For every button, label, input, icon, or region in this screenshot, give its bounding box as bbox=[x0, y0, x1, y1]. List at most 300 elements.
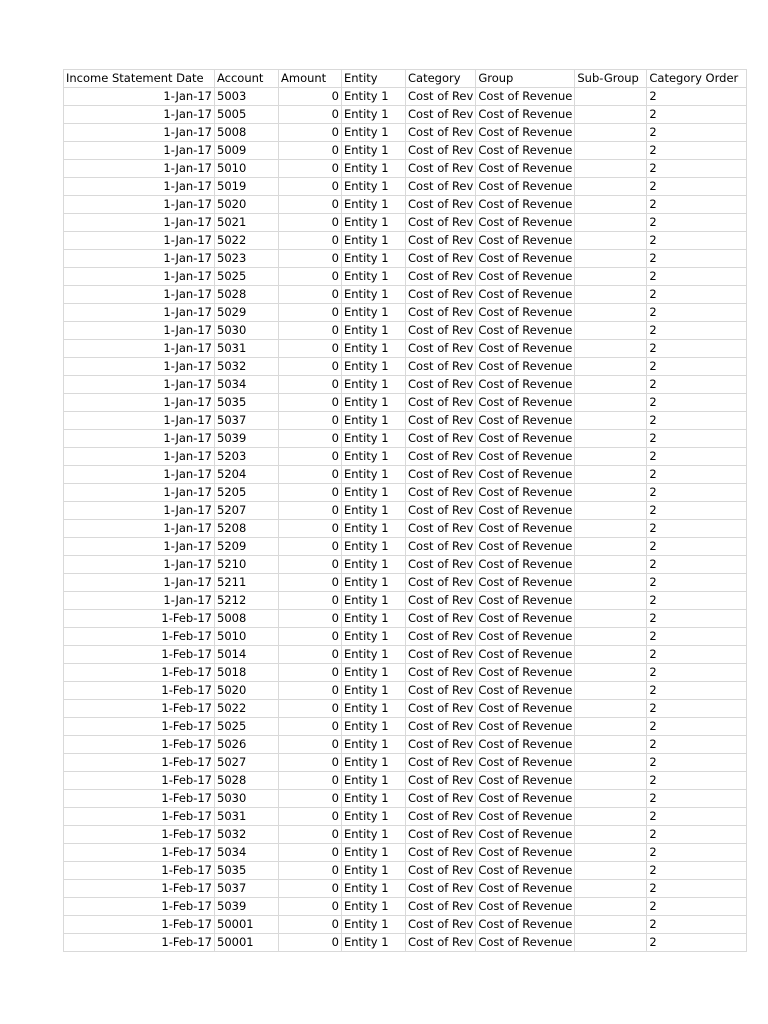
sub-group-cell[interactable] bbox=[575, 376, 647, 394]
amount-cell[interactable]: 0 bbox=[279, 592, 342, 610]
amount-cell[interactable]: 0 bbox=[279, 736, 342, 754]
amount-cell[interactable]: 0 bbox=[279, 448, 342, 466]
sub-group-cell[interactable] bbox=[575, 790, 647, 808]
account-cell[interactable]: 5019 bbox=[215, 178, 279, 196]
date-cell[interactable]: 1-Jan-17 bbox=[64, 592, 215, 610]
amount-cell[interactable]: 0 bbox=[279, 754, 342, 772]
category-cell[interactable]: Cost of Rev bbox=[406, 520, 476, 538]
category-cell[interactable]: Cost of Rev bbox=[406, 880, 476, 898]
entity-cell[interactable]: Entity 1 bbox=[342, 160, 406, 178]
sub-group-cell[interactable] bbox=[575, 196, 647, 214]
entity-cell[interactable]: Entity 1 bbox=[342, 754, 406, 772]
header-cell-group[interactable]: Group bbox=[476, 70, 575, 88]
amount-cell[interactable]: 0 bbox=[279, 178, 342, 196]
category-order-cell[interactable]: 2 bbox=[647, 790, 747, 808]
header-cell-category-order[interactable]: Category Order bbox=[647, 70, 747, 88]
sub-group-cell[interactable] bbox=[575, 268, 647, 286]
category-cell[interactable]: Cost of Rev bbox=[406, 862, 476, 880]
group-cell[interactable]: Cost of Revenue bbox=[476, 736, 575, 754]
category-cell[interactable]: Cost of Rev bbox=[406, 538, 476, 556]
category-cell[interactable]: Cost of Rev bbox=[406, 610, 476, 628]
sub-group-cell[interactable] bbox=[575, 664, 647, 682]
sub-group-cell[interactable] bbox=[575, 304, 647, 322]
account-cell[interactable]: 5204 bbox=[215, 466, 279, 484]
category-cell[interactable]: Cost of Rev bbox=[406, 304, 476, 322]
date-cell[interactable]: 1-Feb-17 bbox=[64, 682, 215, 700]
group-cell[interactable]: Cost of Revenue bbox=[476, 790, 575, 808]
date-cell[interactable]: 1-Jan-17 bbox=[64, 88, 215, 106]
group-cell[interactable]: Cost of Revenue bbox=[476, 376, 575, 394]
sub-group-cell[interactable] bbox=[575, 772, 647, 790]
date-cell[interactable]: 1-Feb-17 bbox=[64, 664, 215, 682]
category-cell[interactable]: Cost of Rev bbox=[406, 808, 476, 826]
entity-cell[interactable]: Entity 1 bbox=[342, 592, 406, 610]
account-cell[interactable]: 5023 bbox=[215, 250, 279, 268]
category-order-cell[interactable]: 2 bbox=[647, 574, 747, 592]
category-order-cell[interactable]: 2 bbox=[647, 520, 747, 538]
group-cell[interactable]: Cost of Revenue bbox=[476, 592, 575, 610]
date-cell[interactable]: 1-Feb-17 bbox=[64, 880, 215, 898]
account-cell[interactable]: 5211 bbox=[215, 574, 279, 592]
category-order-cell[interactable]: 2 bbox=[647, 394, 747, 412]
entity-cell[interactable]: Entity 1 bbox=[342, 412, 406, 430]
account-cell[interactable]: 5030 bbox=[215, 322, 279, 340]
account-cell[interactable]: 5207 bbox=[215, 502, 279, 520]
group-cell[interactable]: Cost of Revenue bbox=[476, 664, 575, 682]
group-cell[interactable]: Cost of Revenue bbox=[476, 196, 575, 214]
group-cell[interactable]: Cost of Revenue bbox=[476, 250, 575, 268]
category-cell[interactable]: Cost of Rev bbox=[406, 556, 476, 574]
account-cell[interactable]: 5039 bbox=[215, 430, 279, 448]
account-cell[interactable]: 5025 bbox=[215, 718, 279, 736]
group-cell[interactable]: Cost of Revenue bbox=[476, 556, 575, 574]
sub-group-cell[interactable] bbox=[575, 466, 647, 484]
entity-cell[interactable]: Entity 1 bbox=[342, 484, 406, 502]
category-order-cell[interactable]: 2 bbox=[647, 142, 747, 160]
group-cell[interactable]: Cost of Revenue bbox=[476, 754, 575, 772]
sub-group-cell[interactable] bbox=[575, 178, 647, 196]
date-cell[interactable]: 1-Jan-17 bbox=[64, 142, 215, 160]
date-cell[interactable]: 1-Jan-17 bbox=[64, 322, 215, 340]
date-cell[interactable]: 1-Jan-17 bbox=[64, 448, 215, 466]
entity-cell[interactable]: Entity 1 bbox=[342, 700, 406, 718]
date-cell[interactable]: 1-Jan-17 bbox=[64, 340, 215, 358]
amount-cell[interactable]: 0 bbox=[279, 808, 342, 826]
category-order-cell[interactable]: 2 bbox=[647, 664, 747, 682]
sub-group-cell[interactable] bbox=[575, 124, 647, 142]
account-cell[interactable]: 5021 bbox=[215, 214, 279, 232]
category-cell[interactable]: Cost of Rev bbox=[406, 142, 476, 160]
account-cell[interactable]: 5014 bbox=[215, 646, 279, 664]
sub-group-cell[interactable] bbox=[575, 556, 647, 574]
account-cell[interactable]: 5008 bbox=[215, 124, 279, 142]
category-cell[interactable]: Cost of Rev bbox=[406, 178, 476, 196]
sub-group-cell[interactable] bbox=[575, 340, 647, 358]
account-cell[interactable]: 5205 bbox=[215, 484, 279, 502]
category-order-cell[interactable]: 2 bbox=[647, 340, 747, 358]
category-order-cell[interactable]: 2 bbox=[647, 862, 747, 880]
category-cell[interactable]: Cost of Rev bbox=[406, 250, 476, 268]
account-cell[interactable]: 5008 bbox=[215, 610, 279, 628]
entity-cell[interactable]: Entity 1 bbox=[342, 808, 406, 826]
group-cell[interactable]: Cost of Revenue bbox=[476, 322, 575, 340]
date-cell[interactable]: 1-Jan-17 bbox=[64, 304, 215, 322]
account-cell[interactable]: 5020 bbox=[215, 196, 279, 214]
group-cell[interactable]: Cost of Revenue bbox=[476, 430, 575, 448]
entity-cell[interactable]: Entity 1 bbox=[342, 502, 406, 520]
entity-cell[interactable]: Entity 1 bbox=[342, 376, 406, 394]
category-order-cell[interactable]: 2 bbox=[647, 250, 747, 268]
category-order-cell[interactable]: 2 bbox=[647, 412, 747, 430]
category-cell[interactable]: Cost of Rev bbox=[406, 448, 476, 466]
entity-cell[interactable]: Entity 1 bbox=[342, 736, 406, 754]
sub-group-cell[interactable] bbox=[575, 232, 647, 250]
sub-group-cell[interactable] bbox=[575, 898, 647, 916]
category-order-cell[interactable]: 2 bbox=[647, 844, 747, 862]
amount-cell[interactable]: 0 bbox=[279, 142, 342, 160]
amount-cell[interactable]: 0 bbox=[279, 412, 342, 430]
account-cell[interactable]: 5212 bbox=[215, 592, 279, 610]
amount-cell[interactable]: 0 bbox=[279, 124, 342, 142]
account-cell[interactable]: 5026 bbox=[215, 736, 279, 754]
date-cell[interactable]: 1-Jan-17 bbox=[64, 484, 215, 502]
sub-group-cell[interactable] bbox=[575, 358, 647, 376]
group-cell[interactable]: Cost of Revenue bbox=[476, 808, 575, 826]
amount-cell[interactable]: 0 bbox=[279, 358, 342, 376]
account-cell[interactable]: 5030 bbox=[215, 790, 279, 808]
entity-cell[interactable]: Entity 1 bbox=[342, 556, 406, 574]
entity-cell[interactable]: Entity 1 bbox=[342, 718, 406, 736]
date-cell[interactable]: 1-Jan-17 bbox=[64, 520, 215, 538]
category-cell[interactable]: Cost of Rev bbox=[406, 826, 476, 844]
date-cell[interactable]: 1-Jan-17 bbox=[64, 178, 215, 196]
entity-cell[interactable]: Entity 1 bbox=[342, 682, 406, 700]
group-cell[interactable]: Cost of Revenue bbox=[476, 520, 575, 538]
account-cell[interactable]: 50001 bbox=[215, 934, 279, 952]
sub-group-cell[interactable] bbox=[575, 88, 647, 106]
category-cell[interactable]: Cost of Rev bbox=[406, 934, 476, 952]
category-order-cell[interactable]: 2 bbox=[647, 466, 747, 484]
amount-cell[interactable]: 0 bbox=[279, 502, 342, 520]
entity-cell[interactable]: Entity 1 bbox=[342, 934, 406, 952]
sub-group-cell[interactable] bbox=[575, 808, 647, 826]
sub-group-cell[interactable] bbox=[575, 844, 647, 862]
amount-cell[interactable]: 0 bbox=[279, 232, 342, 250]
entity-cell[interactable]: Entity 1 bbox=[342, 574, 406, 592]
group-cell[interactable]: Cost of Revenue bbox=[476, 448, 575, 466]
group-cell[interactable]: Cost of Revenue bbox=[476, 178, 575, 196]
sub-group-cell[interactable] bbox=[575, 538, 647, 556]
sub-group-cell[interactable] bbox=[575, 700, 647, 718]
group-cell[interactable]: Cost of Revenue bbox=[476, 772, 575, 790]
group-cell[interactable]: Cost of Revenue bbox=[476, 412, 575, 430]
amount-cell[interactable]: 0 bbox=[279, 286, 342, 304]
amount-cell[interactable]: 0 bbox=[279, 682, 342, 700]
sub-group-cell[interactable] bbox=[575, 520, 647, 538]
category-order-cell[interactable]: 2 bbox=[647, 682, 747, 700]
entity-cell[interactable]: Entity 1 bbox=[342, 448, 406, 466]
category-cell[interactable]: Cost of Rev bbox=[406, 574, 476, 592]
category-order-cell[interactable]: 2 bbox=[647, 304, 747, 322]
category-cell[interactable]: Cost of Rev bbox=[406, 700, 476, 718]
amount-cell[interactable]: 0 bbox=[279, 106, 342, 124]
account-cell[interactable]: 5003 bbox=[215, 88, 279, 106]
category-order-cell[interactable]: 2 bbox=[647, 358, 747, 376]
sub-group-cell[interactable] bbox=[575, 610, 647, 628]
account-cell[interactable]: 5005 bbox=[215, 106, 279, 124]
date-cell[interactable]: 1-Feb-17 bbox=[64, 700, 215, 718]
amount-cell[interactable]: 0 bbox=[279, 610, 342, 628]
category-order-cell[interactable]: 2 bbox=[647, 232, 747, 250]
account-cell[interactable]: 5022 bbox=[215, 700, 279, 718]
date-cell[interactable]: 1-Jan-17 bbox=[64, 106, 215, 124]
date-cell[interactable]: 1-Feb-17 bbox=[64, 844, 215, 862]
account-cell[interactable]: 5210 bbox=[215, 556, 279, 574]
category-cell[interactable]: Cost of Rev bbox=[406, 358, 476, 376]
group-cell[interactable]: Cost of Revenue bbox=[476, 286, 575, 304]
sub-group-cell[interactable] bbox=[575, 412, 647, 430]
date-cell[interactable]: 1-Jan-17 bbox=[64, 250, 215, 268]
category-order-cell[interactable]: 2 bbox=[647, 430, 747, 448]
sub-group-cell[interactable] bbox=[575, 106, 647, 124]
sub-group-cell[interactable] bbox=[575, 862, 647, 880]
entity-cell[interactable]: Entity 1 bbox=[342, 358, 406, 376]
header-cell-amount[interactable]: Amount bbox=[279, 70, 342, 88]
sub-group-cell[interactable] bbox=[575, 916, 647, 934]
sub-group-cell[interactable] bbox=[575, 754, 647, 772]
sub-group-cell[interactable] bbox=[575, 718, 647, 736]
account-cell[interactable]: 5034 bbox=[215, 376, 279, 394]
entity-cell[interactable]: Entity 1 bbox=[342, 268, 406, 286]
sub-group-cell[interactable] bbox=[575, 430, 647, 448]
date-cell[interactable]: 1-Feb-17 bbox=[64, 862, 215, 880]
account-cell[interactable]: 5208 bbox=[215, 520, 279, 538]
header-cell-income-statement-date[interactable]: Income Statement Date bbox=[64, 70, 215, 88]
account-cell[interactable]: 5025 bbox=[215, 268, 279, 286]
amount-cell[interactable]: 0 bbox=[279, 916, 342, 934]
category-order-cell[interactable]: 2 bbox=[647, 484, 747, 502]
date-cell[interactable]: 1-Jan-17 bbox=[64, 466, 215, 484]
category-order-cell[interactable]: 2 bbox=[647, 322, 747, 340]
group-cell[interactable]: Cost of Revenue bbox=[476, 484, 575, 502]
account-cell[interactable]: 5018 bbox=[215, 664, 279, 682]
entity-cell[interactable]: Entity 1 bbox=[342, 520, 406, 538]
date-cell[interactable]: 1-Jan-17 bbox=[64, 412, 215, 430]
amount-cell[interactable]: 0 bbox=[279, 772, 342, 790]
amount-cell[interactable]: 0 bbox=[279, 718, 342, 736]
category-order-cell[interactable]: 2 bbox=[647, 880, 747, 898]
date-cell[interactable]: 1-Feb-17 bbox=[64, 718, 215, 736]
category-order-cell[interactable]: 2 bbox=[647, 808, 747, 826]
category-cell[interactable]: Cost of Rev bbox=[406, 682, 476, 700]
entity-cell[interactable]: Entity 1 bbox=[342, 664, 406, 682]
header-cell-sub-group[interactable]: Sub-Group bbox=[575, 70, 647, 88]
category-cell[interactable]: Cost of Rev bbox=[406, 124, 476, 142]
category-cell[interactable]: Cost of Rev bbox=[406, 88, 476, 106]
group-cell[interactable]: Cost of Revenue bbox=[476, 682, 575, 700]
account-cell[interactable]: 5037 bbox=[215, 880, 279, 898]
account-cell[interactable]: 5032 bbox=[215, 358, 279, 376]
entity-cell[interactable]: Entity 1 bbox=[342, 214, 406, 232]
date-cell[interactable]: 1-Feb-17 bbox=[64, 898, 215, 916]
group-cell[interactable]: Cost of Revenue bbox=[476, 358, 575, 376]
category-cell[interactable]: Cost of Rev bbox=[406, 430, 476, 448]
date-cell[interactable]: 1-Feb-17 bbox=[64, 610, 215, 628]
amount-cell[interactable]: 0 bbox=[279, 574, 342, 592]
entity-cell[interactable]: Entity 1 bbox=[342, 862, 406, 880]
entity-cell[interactable]: Entity 1 bbox=[342, 178, 406, 196]
entity-cell[interactable]: Entity 1 bbox=[342, 286, 406, 304]
category-cell[interactable]: Cost of Rev bbox=[406, 484, 476, 502]
amount-cell[interactable]: 0 bbox=[279, 250, 342, 268]
category-cell[interactable]: Cost of Rev bbox=[406, 646, 476, 664]
amount-cell[interactable]: 0 bbox=[279, 196, 342, 214]
account-cell[interactable]: 5022 bbox=[215, 232, 279, 250]
group-cell[interactable]: Cost of Revenue bbox=[476, 268, 575, 286]
account-cell[interactable]: 5020 bbox=[215, 682, 279, 700]
entity-cell[interactable]: Entity 1 bbox=[342, 628, 406, 646]
entity-cell[interactable]: Entity 1 bbox=[342, 88, 406, 106]
date-cell[interactable]: 1-Jan-17 bbox=[64, 268, 215, 286]
account-cell[interactable]: 5027 bbox=[215, 754, 279, 772]
category-cell[interactable]: Cost of Rev bbox=[406, 916, 476, 934]
entity-cell[interactable]: Entity 1 bbox=[342, 772, 406, 790]
group-cell[interactable]: Cost of Revenue bbox=[476, 142, 575, 160]
date-cell[interactable]: 1-Feb-17 bbox=[64, 646, 215, 664]
entity-cell[interactable]: Entity 1 bbox=[342, 196, 406, 214]
amount-cell[interactable]: 0 bbox=[279, 556, 342, 574]
category-cell[interactable]: Cost of Rev bbox=[406, 394, 476, 412]
group-cell[interactable]: Cost of Revenue bbox=[476, 88, 575, 106]
date-cell[interactable]: 1-Jan-17 bbox=[64, 556, 215, 574]
account-cell[interactable]: 5029 bbox=[215, 304, 279, 322]
group-cell[interactable]: Cost of Revenue bbox=[476, 862, 575, 880]
category-cell[interactable]: Cost of Rev bbox=[406, 790, 476, 808]
group-cell[interactable]: Cost of Revenue bbox=[476, 718, 575, 736]
sub-group-cell[interactable] bbox=[575, 646, 647, 664]
group-cell[interactable]: Cost of Revenue bbox=[476, 304, 575, 322]
amount-cell[interactable]: 0 bbox=[279, 322, 342, 340]
category-cell[interactable]: Cost of Rev bbox=[406, 736, 476, 754]
amount-cell[interactable]: 0 bbox=[279, 214, 342, 232]
entity-cell[interactable]: Entity 1 bbox=[342, 322, 406, 340]
category-cell[interactable]: Cost of Rev bbox=[406, 196, 476, 214]
category-order-cell[interactable]: 2 bbox=[647, 916, 747, 934]
sub-group-cell[interactable] bbox=[575, 142, 647, 160]
sub-group-cell[interactable] bbox=[575, 880, 647, 898]
category-cell[interactable]: Cost of Rev bbox=[406, 286, 476, 304]
amount-cell[interactable]: 0 bbox=[279, 844, 342, 862]
category-cell[interactable]: Cost of Rev bbox=[406, 376, 476, 394]
sub-group-cell[interactable] bbox=[575, 592, 647, 610]
category-order-cell[interactable]: 2 bbox=[647, 178, 747, 196]
date-cell[interactable]: 1-Feb-17 bbox=[64, 934, 215, 952]
amount-cell[interactable]: 0 bbox=[279, 700, 342, 718]
category-cell[interactable]: Cost of Rev bbox=[406, 214, 476, 232]
sub-group-cell[interactable] bbox=[575, 502, 647, 520]
date-cell[interactable]: 1-Feb-17 bbox=[64, 916, 215, 934]
date-cell[interactable]: 1-Feb-17 bbox=[64, 628, 215, 646]
group-cell[interactable]: Cost of Revenue bbox=[476, 898, 575, 916]
entity-cell[interactable]: Entity 1 bbox=[342, 466, 406, 484]
group-cell[interactable]: Cost of Revenue bbox=[476, 646, 575, 664]
category-order-cell[interactable]: 2 bbox=[647, 556, 747, 574]
category-cell[interactable]: Cost of Rev bbox=[406, 232, 476, 250]
account-cell[interactable]: 5028 bbox=[215, 772, 279, 790]
account-cell[interactable]: 5032 bbox=[215, 826, 279, 844]
amount-cell[interactable]: 0 bbox=[279, 340, 342, 358]
sub-group-cell[interactable] bbox=[575, 394, 647, 412]
date-cell[interactable]: 1-Jan-17 bbox=[64, 574, 215, 592]
entity-cell[interactable]: Entity 1 bbox=[342, 538, 406, 556]
entity-cell[interactable]: Entity 1 bbox=[342, 880, 406, 898]
category-cell[interactable]: Cost of Rev bbox=[406, 502, 476, 520]
amount-cell[interactable]: 0 bbox=[279, 898, 342, 916]
category-order-cell[interactable]: 2 bbox=[647, 448, 747, 466]
sub-group-cell[interactable] bbox=[575, 736, 647, 754]
date-cell[interactable]: 1-Jan-17 bbox=[64, 214, 215, 232]
date-cell[interactable]: 1-Jan-17 bbox=[64, 160, 215, 178]
sub-group-cell[interactable] bbox=[575, 448, 647, 466]
date-cell[interactable]: 1-Jan-17 bbox=[64, 232, 215, 250]
amount-cell[interactable]: 0 bbox=[279, 664, 342, 682]
amount-cell[interactable]: 0 bbox=[279, 628, 342, 646]
amount-cell[interactable]: 0 bbox=[279, 826, 342, 844]
date-cell[interactable]: 1-Jan-17 bbox=[64, 196, 215, 214]
entity-cell[interactable]: Entity 1 bbox=[342, 646, 406, 664]
account-cell[interactable]: 5035 bbox=[215, 394, 279, 412]
group-cell[interactable]: Cost of Revenue bbox=[476, 106, 575, 124]
amount-cell[interactable]: 0 bbox=[279, 268, 342, 286]
category-order-cell[interactable]: 2 bbox=[647, 898, 747, 916]
category-cell[interactable]: Cost of Rev bbox=[406, 844, 476, 862]
entity-cell[interactable]: Entity 1 bbox=[342, 430, 406, 448]
category-order-cell[interactable]: 2 bbox=[647, 268, 747, 286]
amount-cell[interactable]: 0 bbox=[279, 376, 342, 394]
header-cell-category[interactable]: Category bbox=[406, 70, 476, 88]
category-cell[interactable]: Cost of Rev bbox=[406, 412, 476, 430]
account-cell[interactable]: 5031 bbox=[215, 340, 279, 358]
date-cell[interactable]: 1-Feb-17 bbox=[64, 754, 215, 772]
group-cell[interactable]: Cost of Revenue bbox=[476, 880, 575, 898]
group-cell[interactable]: Cost of Revenue bbox=[476, 628, 575, 646]
amount-cell[interactable]: 0 bbox=[279, 646, 342, 664]
category-cell[interactable]: Cost of Rev bbox=[406, 268, 476, 286]
category-cell[interactable]: Cost of Rev bbox=[406, 664, 476, 682]
category-order-cell[interactable]: 2 bbox=[647, 538, 747, 556]
account-cell[interactable]: 5035 bbox=[215, 862, 279, 880]
sub-group-cell[interactable] bbox=[575, 826, 647, 844]
date-cell[interactable]: 1-Feb-17 bbox=[64, 790, 215, 808]
date-cell[interactable]: 1-Feb-17 bbox=[64, 826, 215, 844]
category-order-cell[interactable]: 2 bbox=[647, 160, 747, 178]
category-cell[interactable]: Cost of Rev bbox=[406, 322, 476, 340]
header-cell-account[interactable]: Account bbox=[215, 70, 279, 88]
group-cell[interactable]: Cost of Revenue bbox=[476, 700, 575, 718]
category-cell[interactable]: Cost of Rev bbox=[406, 898, 476, 916]
group-cell[interactable]: Cost of Revenue bbox=[476, 394, 575, 412]
category-order-cell[interactable]: 2 bbox=[647, 502, 747, 520]
group-cell[interactable]: Cost of Revenue bbox=[476, 916, 575, 934]
category-cell[interactable]: Cost of Rev bbox=[406, 628, 476, 646]
group-cell[interactable]: Cost of Revenue bbox=[476, 214, 575, 232]
amount-cell[interactable]: 0 bbox=[279, 790, 342, 808]
account-cell[interactable]: 5034 bbox=[215, 844, 279, 862]
date-cell[interactable]: 1-Jan-17 bbox=[64, 538, 215, 556]
account-cell[interactable]: 5028 bbox=[215, 286, 279, 304]
amount-cell[interactable]: 0 bbox=[279, 862, 342, 880]
category-order-cell[interactable]: 2 bbox=[647, 610, 747, 628]
